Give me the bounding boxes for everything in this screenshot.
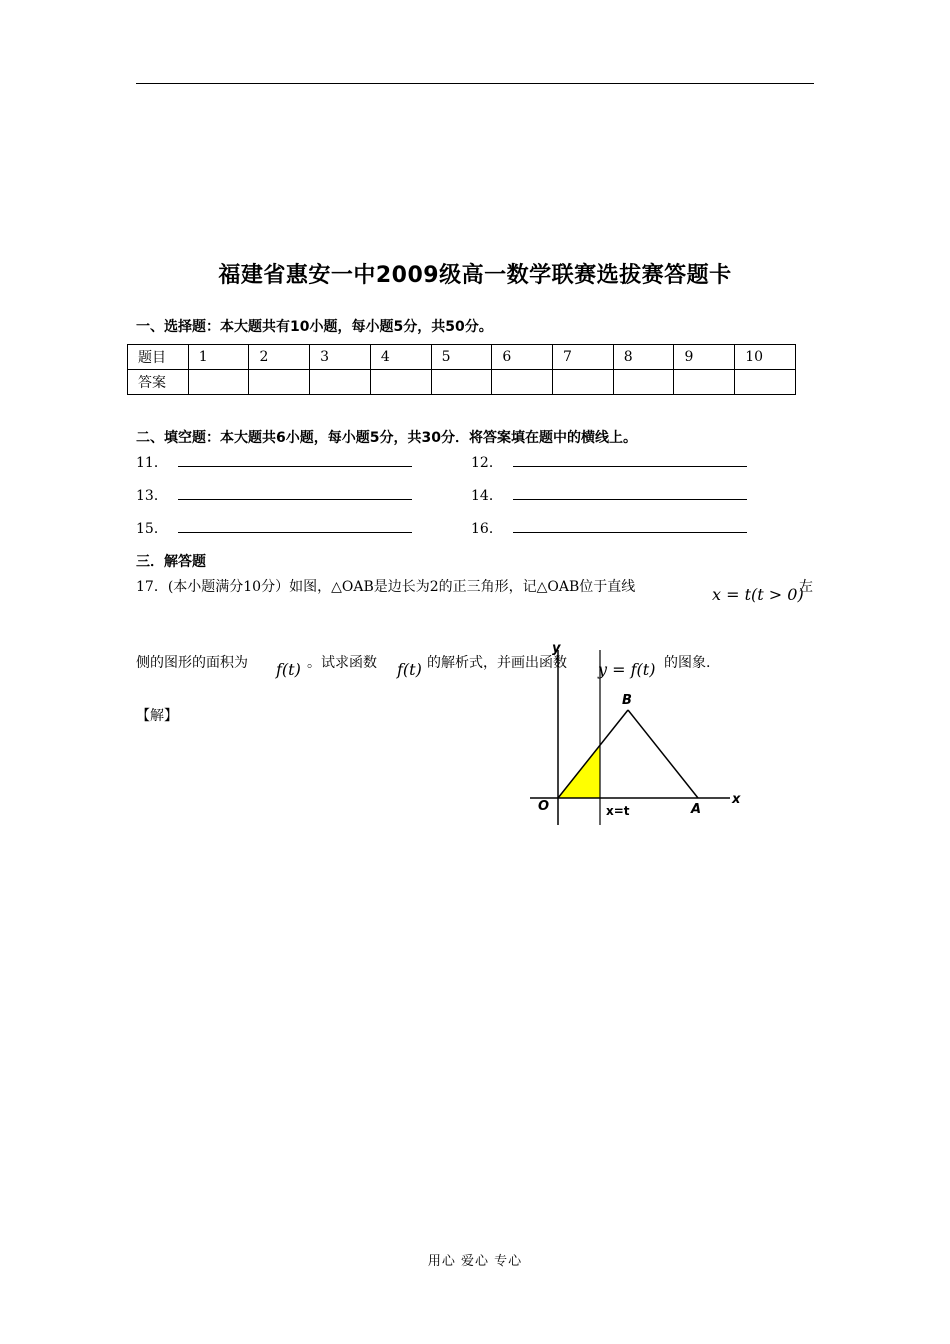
section3-heading: 三．解答题 <box>136 554 206 570</box>
fill-item <box>471 518 747 538</box>
question-number: 9 <box>674 345 735 370</box>
fill-item <box>471 485 747 505</box>
fill-blank[interactable] <box>513 452 747 467</box>
answer-label: 【解】 <box>136 708 178 724</box>
problem-17-line2b: 。试求函数 <box>307 655 377 671</box>
header-rule <box>136 83 814 84</box>
fill-blank[interactable] <box>178 485 412 500</box>
question-number: 5 <box>431 345 492 370</box>
line-equation: x = t(t > 0) <box>712 585 804 604</box>
fill-item <box>471 452 747 472</box>
fill-blank[interactable] <box>178 452 412 467</box>
label-x-equals-t: x=t <box>606 804 630 818</box>
fill-blank[interactable] <box>513 518 747 533</box>
row-label: 答案 <box>128 370 189 395</box>
section1-heading: 一、选择题：本大题共有10小题，每小题5分，共50分。 <box>136 319 493 335</box>
triangle-side-ba <box>628 710 698 798</box>
problem-17-line2a: 侧的图形的面积为 <box>136 655 248 671</box>
fill-number: 12． <box>471 455 503 471</box>
table-row <box>128 345 796 370</box>
fill-number: 15． <box>136 521 168 537</box>
label-a: A <box>691 802 702 817</box>
question-number: 2 <box>249 345 310 370</box>
question-number: 3 <box>310 345 371 370</box>
row-label: 题目 <box>128 345 189 370</box>
label-x: x <box>732 792 741 807</box>
fill-item <box>136 518 412 538</box>
page-footer: 用心 爱心 专心 <box>427 1254 523 1269</box>
function-ft: f(t) <box>276 660 301 679</box>
answer-table <box>127 344 796 395</box>
problem-17-line2c: 的解析式，并画出函数 <box>427 655 567 671</box>
question-number: 6 <box>492 345 553 370</box>
answer-cell[interactable] <box>553 370 614 395</box>
triangle-figure <box>530 640 760 830</box>
section2-heading: 二、填空题：本大题共6小题，每小题5分，共30分．将答案填在题中的横线上。 <box>136 430 637 446</box>
fill-number: 16． <box>471 521 503 537</box>
fill-number: 14． <box>471 488 503 504</box>
answer-cell[interactable] <box>431 370 492 395</box>
page-title: 福建省惠安一中2009级高一数学联赛选拔赛答题卡 <box>218 263 732 288</box>
fill-item <box>136 452 412 472</box>
answer-cell[interactable] <box>735 370 796 395</box>
label-y: y <box>552 641 561 656</box>
fill-item <box>136 485 412 505</box>
function-y-ft: y = f(t) <box>598 660 656 679</box>
question-number: 4 <box>370 345 431 370</box>
answer-cell[interactable] <box>370 370 431 395</box>
label-b: B <box>622 693 632 708</box>
problem-17-tail: 左 <box>799 579 813 595</box>
fill-number: 13． <box>136 488 168 504</box>
answer-cell[interactable] <box>249 370 310 395</box>
question-number: 8 <box>613 345 674 370</box>
fill-blank[interactable] <box>178 518 412 533</box>
function-ft: f(t) <box>397 660 422 679</box>
question-number: 7 <box>553 345 614 370</box>
answer-cell[interactable] <box>492 370 553 395</box>
problem-17-line2d: 的图象. <box>664 655 711 671</box>
question-number: 10 <box>735 345 796 370</box>
fill-number: 11． <box>136 455 168 471</box>
label-o: O <box>538 799 550 814</box>
answer-cell[interactable] <box>188 370 249 395</box>
answer-cell[interactable] <box>613 370 674 395</box>
table-row <box>128 370 796 395</box>
answer-cell[interactable] <box>310 370 371 395</box>
answer-cell[interactable] <box>674 370 735 395</box>
question-number: 1 <box>188 345 249 370</box>
problem-17-text: 17．(本小题满分10分）如图，△OAB是边长为2的正三角形，记△OAB位于直线 <box>136 579 636 595</box>
fill-blank[interactable] <box>513 485 747 500</box>
